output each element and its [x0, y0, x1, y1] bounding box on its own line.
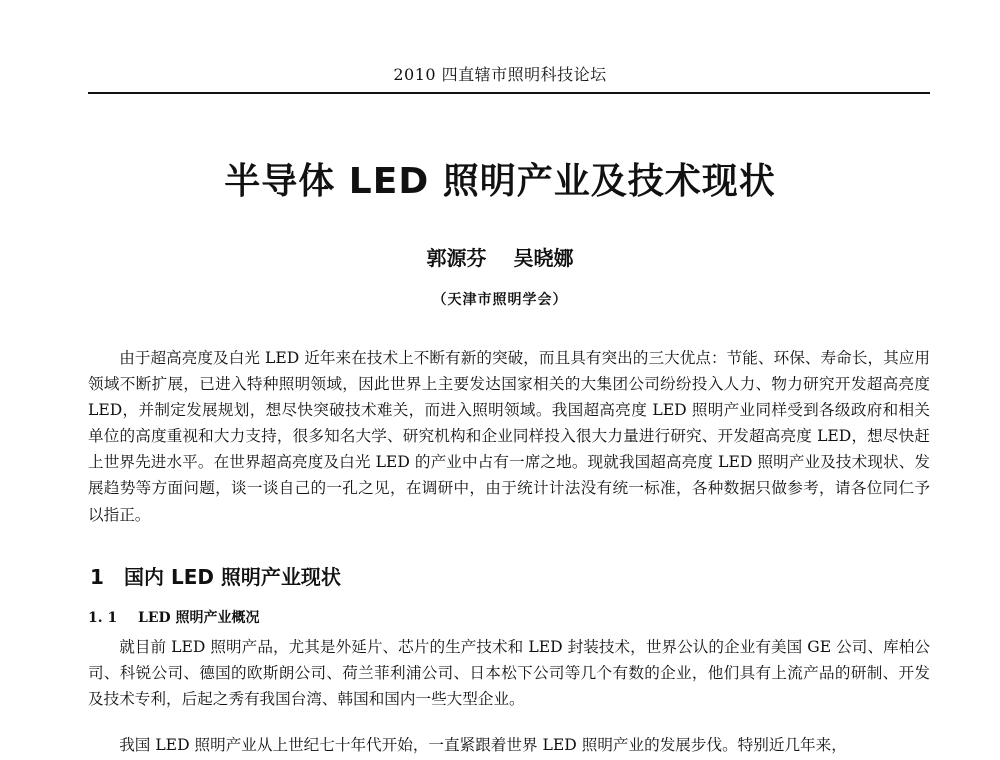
paper-authors: 郭源芬 吴晓娜 [426, 246, 574, 270]
subsection-heading [88, 608, 260, 628]
paper-affiliation: （天津市照明学会） [432, 292, 568, 308]
section-heading [90, 563, 341, 591]
section-number: 1 [90, 565, 104, 589]
running-header: 2010 四直辖市照明科技论坛 [393, 65, 607, 84]
body-paragraph: 我国 LED 照明产业从上世纪七十年代开始，一直紧跟着世界 LED 照明产业的发展步伐。特别近几年来， [119, 736, 847, 754]
body-paragraph: 就目前 LED 照明产品，尤其是外延片、芯片的生产技术和 LED 封装技术，世界公认的企业有美国 GE 公司、库柏公司、科锐公司、德国的欧斯朗公司、荷兰菲利浦公司、日本松下公司等几个有数的企业，他们具有上流产品的研制、开发及技术专利，后起之秀有我国台湾、韩国和国内一些大型企业。 [88, 638, 930, 709]
paper-title: 半导体 LED 照明产业及技术现状 [224, 161, 776, 202]
abstract-paragraph: 由于超高亮度及白光 LED 近年来在技术上不断有新的突破，而且具有突出的三大优点：节能、环保、寿命长，其应用领域不断扩展，已进入特种照明领域，因此世界上主要发达国家相关的大集团公司纷纷投入人力、物力研究开发超高亮度 LED，并制定发展规划，想尽快突破技术难关，而进入照明领域。我国超高亮度 LED 照明产业同样受到各级政府和相关单位的高度重视和大力支持，很多知名大学、研究机构和企业同样投入很大力量进行研究、开发超高亮度 LED，想尽快赶上世界先进水平。在世界超高亮度及白光 LED 的产业中占有一席之地。现就我国超高亮度 LED 照明产业及技术现状、发展趋势等方面问题，谈一谈自己的一孔之见，在调研中，由于统计计法没有统一标准，各种数据只做参考，请各位同仁予以指正。 [88, 349, 930, 524]
header-rule [88, 92, 930, 94]
subsection-title: LED 照明产业概况 [138, 610, 260, 626]
subsection-number: 1. 1 [88, 610, 118, 626]
section-title: 国内 LED 照明产业现状 [124, 565, 341, 589]
